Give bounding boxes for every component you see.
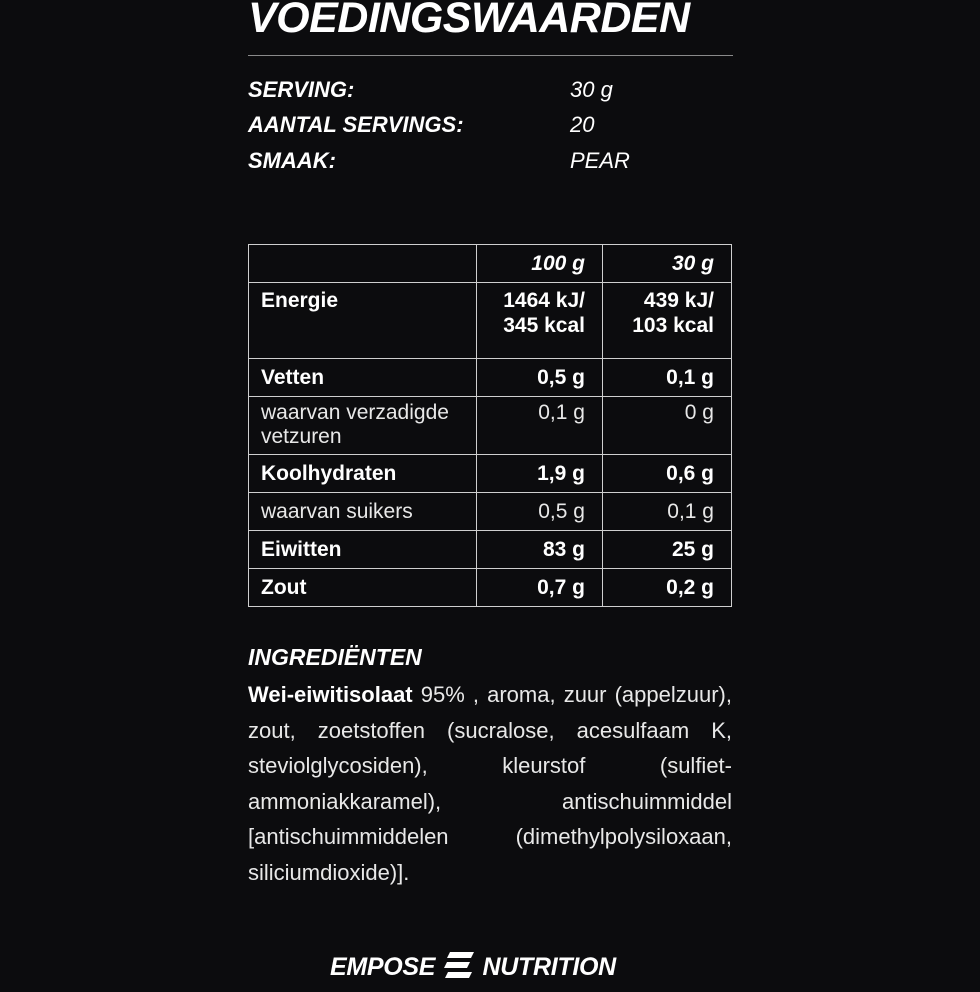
- header-100g: 100 g: [477, 245, 602, 283]
- protein-100g: 83 g: [477, 531, 602, 569]
- servings-count-row: [248, 108, 732, 144]
- carbs-label: Koolhydraten: [249, 455, 477, 493]
- energy-30g-kj: 439 kJ/: [643, 289, 714, 312]
- sugars-label: waarvan suikers: [249, 493, 477, 531]
- sugars-100g: 0,5 g: [477, 493, 602, 531]
- energy-label: Energie: [249, 283, 477, 359]
- sat-fat-label-line1: waarvan verzadigde: [261, 401, 449, 424]
- table-header-row: [249, 245, 732, 283]
- flavor-value: PEAR: [570, 147, 630, 173]
- table-row: [249, 359, 732, 397]
- header-30g: 30 g: [602, 245, 731, 283]
- table-row: [249, 455, 732, 493]
- brand-mark-icon: [444, 952, 474, 978]
- sat-fat-label: [249, 397, 477, 455]
- energy-100g-kcal: 345 kcal: [503, 314, 585, 337]
- salt-100g: 0,7 g: [477, 569, 602, 607]
- title-divider: [248, 55, 733, 56]
- sat-fat-30g: 0 g: [602, 397, 731, 455]
- fat-100g: 0,5 g: [477, 359, 602, 397]
- ingredients-title: INGREDIËNTEN: [248, 644, 422, 670]
- page-title: VOEDINGSWAARDEN: [248, 0, 690, 42]
- table-row: [249, 531, 732, 569]
- nutrition-table: [248, 244, 732, 607]
- serving-info: [248, 72, 732, 179]
- salt-30g: 0,2 g: [602, 569, 731, 607]
- serving-row: [248, 72, 732, 108]
- ingredients-highlight: Wei-eiwitisolaat: [248, 682, 413, 707]
- ingredients-list: 95% , aroma, zuur (appelzuur), zout, zoetstoffen (sucralose, acesulfaam K, steviolglycosiden), kleurstof (sulfiet-ammoniakkaramel), antischuimmiddel [antischuimmiddelen (dimethylpolysiloxaan, siliciumdioxide)].: [248, 682, 732, 885]
- carbs-100g: 1,9 g: [477, 455, 602, 493]
- brand-logo-left: EMPOSE: [330, 953, 436, 981]
- energy-30g-kcal: 103 kcal: [632, 314, 714, 337]
- energy-30g: [602, 283, 731, 359]
- carbs-30g: 0,6 g: [602, 455, 731, 493]
- fat-label: Vetten: [249, 359, 477, 397]
- sat-fat-label-line2: vetzuren: [261, 425, 342, 448]
- header-empty-cell: [249, 245, 477, 283]
- brand-logo-right: NUTRITION: [482, 953, 616, 981]
- sat-fat-100g: 0,1 g: [477, 397, 602, 455]
- protein-30g: 25 g: [602, 531, 731, 569]
- table-row: [249, 493, 732, 531]
- salt-label: Zout: [249, 569, 477, 607]
- servings-count-label: AANTAL SERVINGS:: [248, 112, 464, 138]
- energy-100g-kj: 1464 kJ/: [503, 289, 585, 312]
- servings-count-value: 20: [570, 112, 595, 138]
- table-row: [249, 283, 732, 359]
- fat-30g: 0,1 g: [602, 359, 731, 397]
- table-row: [249, 569, 732, 607]
- sugars-30g: 0,1 g: [602, 493, 731, 531]
- flavor-label: SMAAK:: [248, 147, 336, 173]
- brand-logo: [330, 952, 652, 992]
- table-row: [249, 397, 732, 455]
- serving-value: 30 g: [570, 76, 613, 102]
- protein-label: Eiwitten: [249, 531, 477, 569]
- flavor-row: [248, 143, 732, 179]
- ingredients-text: [248, 677, 732, 890]
- serving-label: SERVING:: [248, 76, 355, 102]
- energy-100g: [477, 283, 602, 359]
